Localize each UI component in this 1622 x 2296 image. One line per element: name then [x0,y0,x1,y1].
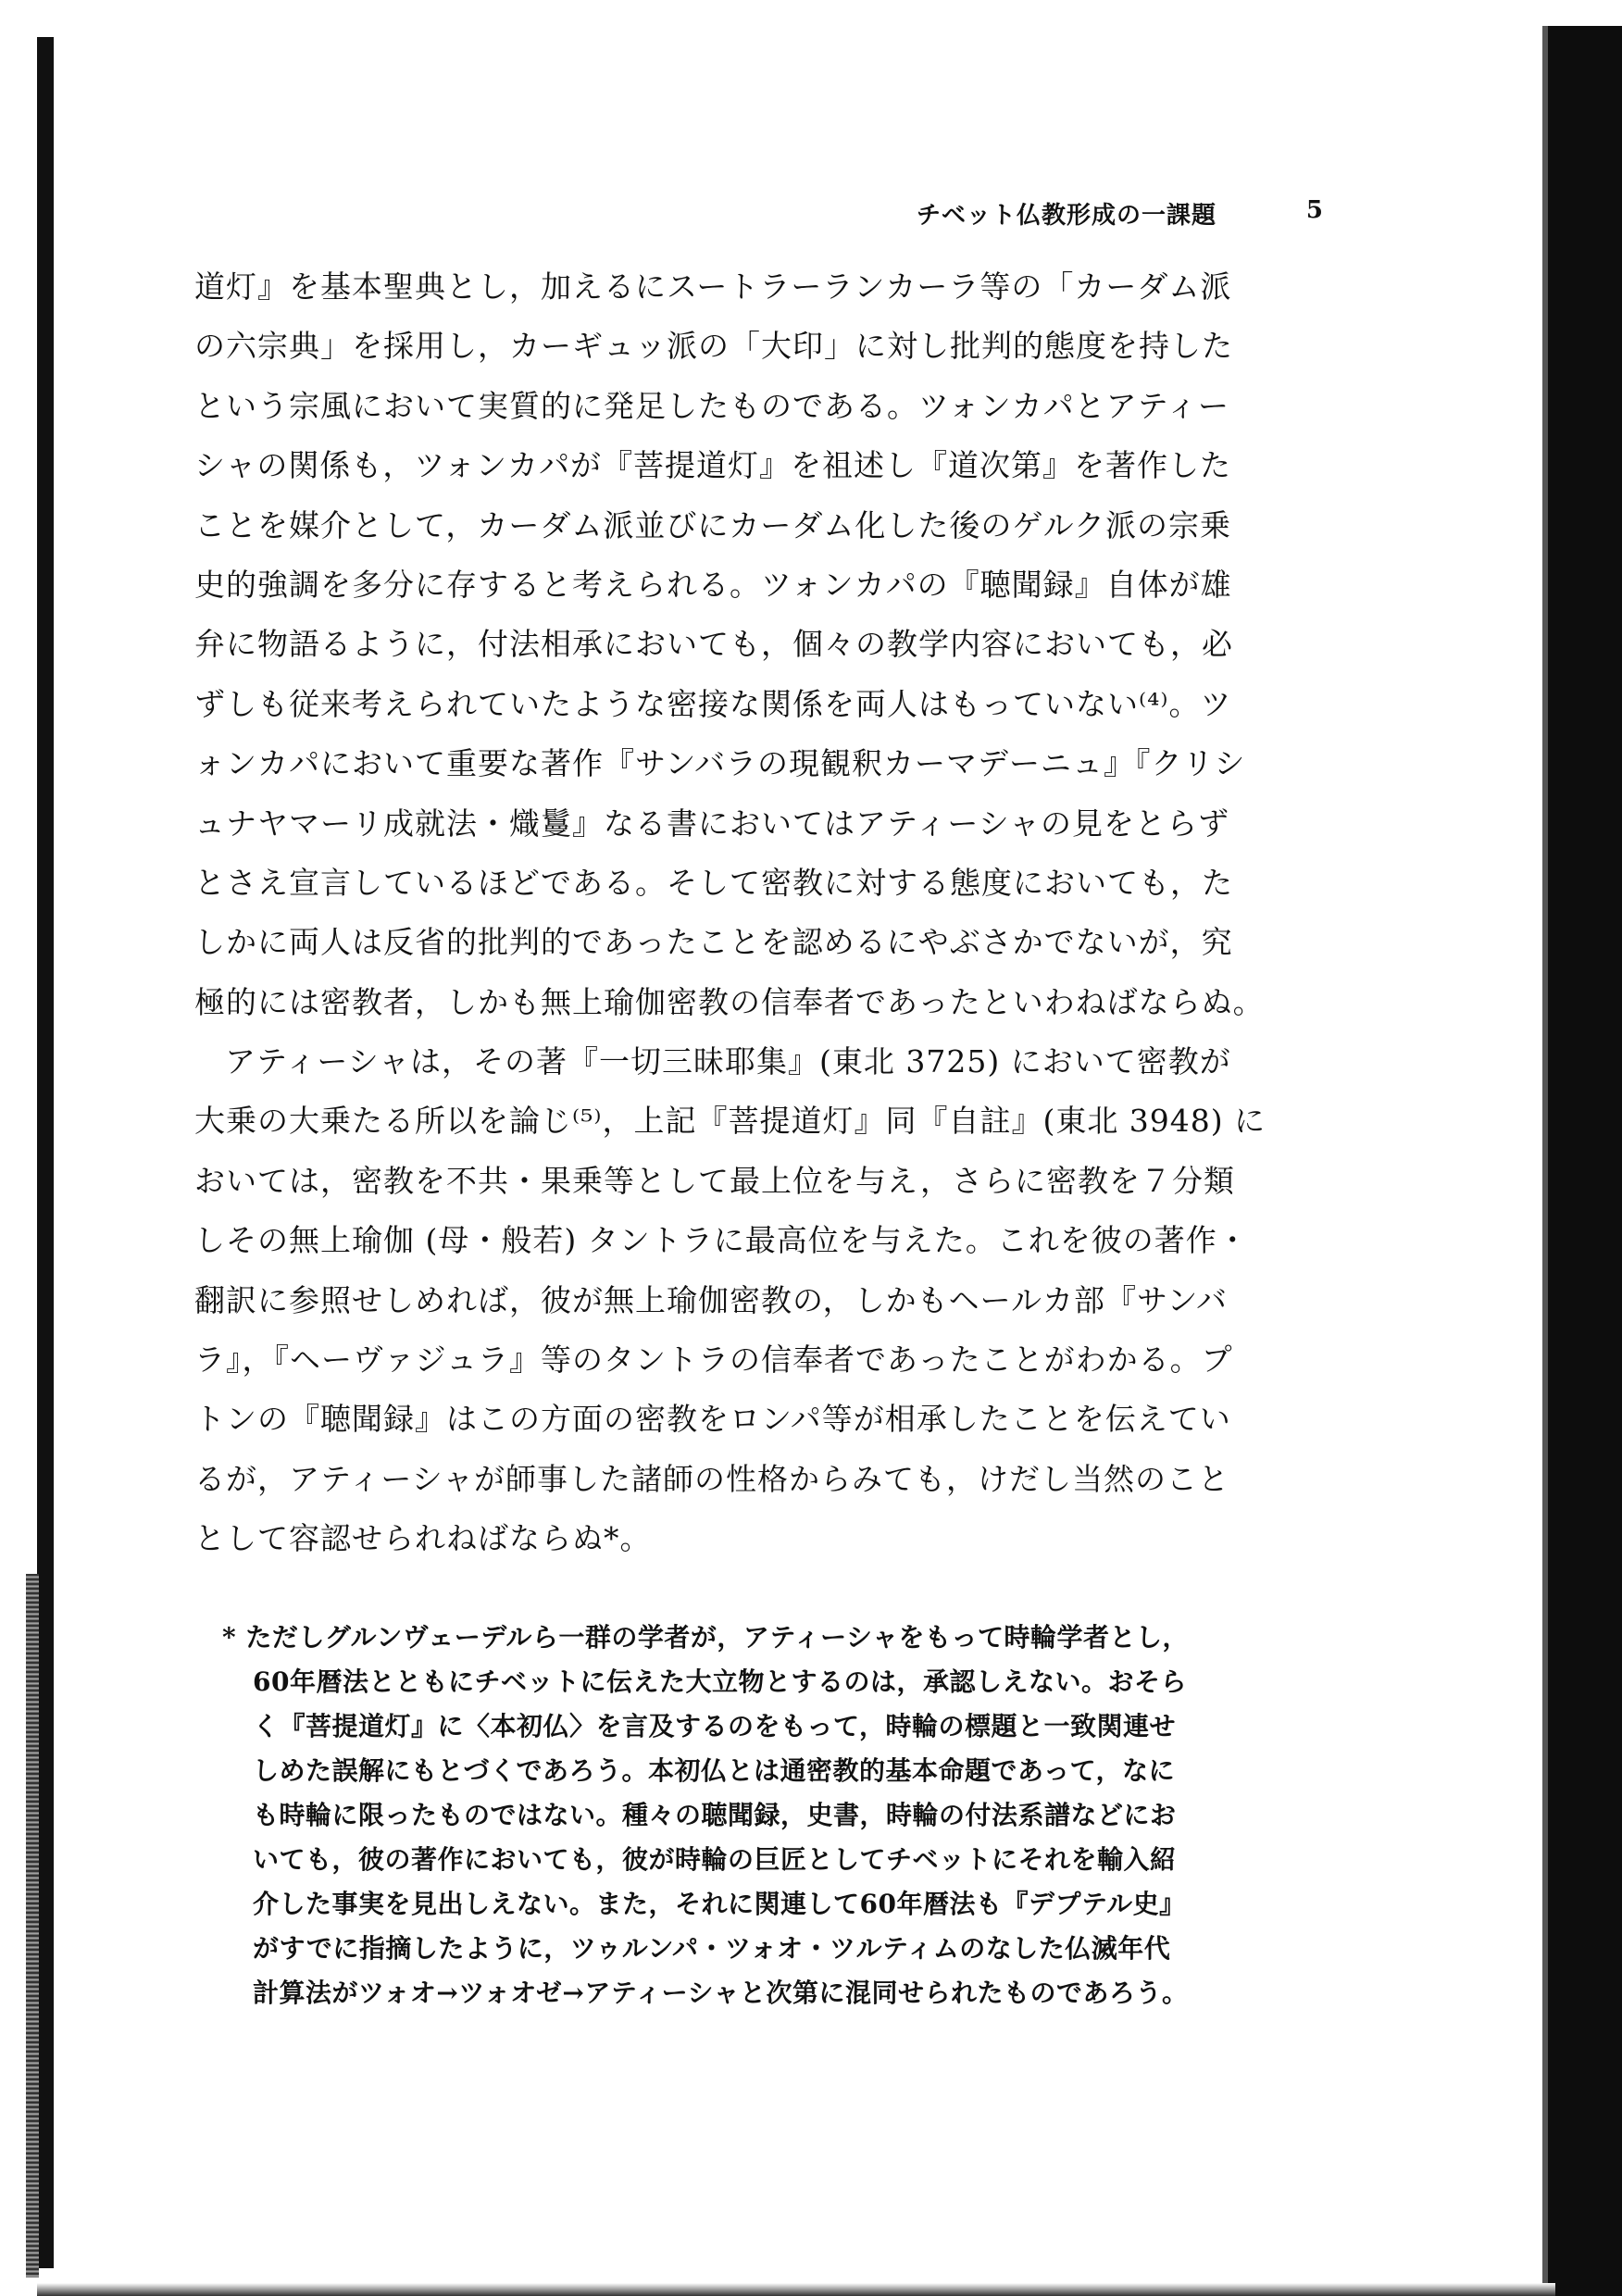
scan-border-left [37,37,54,2268]
body-line: 道灯』を基本聖典とし，加えるにスートラーランカーラ等の「カーダム派 [194,268,1232,305]
body-line: ュナヤマーリ成就法・熾鬘』なる書においてはアティーシャの見をとらず [194,805,1230,842]
footnote [222,1616,1361,2015]
body-line: シャの関係も，ツォンカパが『菩提道灯』を祖述し『道次第』を著作した [194,447,1232,484]
body-line: 弁に物語るように，付法相承においても，個々の教学内容においても，必 [194,626,1233,663]
footnote-line: しめた誤解にもとづくであろう。本初仏とは通密教的基本命題であって，なに [253,1755,1176,1786]
body-line: 大乗の大乗たる所以を論じ⁽⁵⁾，上記『菩提道灯』同『自註』(東北 3948) に [194,1103,1266,1140]
body-line: おいては，密教を不共・果乗等として最上位を与え，さらに密教を７分類 [194,1162,1235,1199]
body-line: として容認せられねばならぬ*。 [194,1520,652,1557]
footnote-line: * ただしグルンヴェーデルら一群の学者が，アティーシャをもって時輪学者とし， [222,1622,1189,1653]
body-line: という宗風において実質的に発足したものである。ツォンカパとアティー [194,387,1230,424]
body-line: ずしも従来考えられていたような密接な関係を両人はもっていない⁽⁴⁾。ツ [194,685,1232,722]
footnote-line: 60年暦法とともにチベットに伝えた大立物とするのは，承認しえない。おそら [253,1666,1187,1697]
body-line: ことを媒介として，カーダム派並びにカーダム化した後のゲルク派の宗乗 [194,506,1232,543]
page-number: 5 [1305,196,1324,224]
scan-border-bottom [37,2283,1555,2296]
running-header-title: チベット仏教形成の一課題 [917,202,1217,230]
footnote-line: がすでに指摘したように，ツゥルンパ・ツォオ・ツルティムのなした仏滅年代 [253,1933,1171,1964]
body-line: とさえ宣言しているほどである。そして密教に対する態度においても，た [194,864,1233,901]
body-line: 極的には密教者，しかも無上瑜伽密教の信奉者であったといわねばならぬ。 [194,983,1265,1020]
scan-border-left-fringe [26,1574,39,2277]
body-line: 史的強調を多分に存すると考えられる。ツォンカパの『聴聞録』自体が雄 [194,566,1232,603]
running-header [917,196,1324,233]
body-line: 翻訳に参照せしめれば，彼が無上瑜伽密教の，しかもヘールカ部『サンバ [194,1281,1229,1318]
body-line: トンの『聴聞録』はこの方面の密教をロンパ等が相承したことを伝えてい [194,1401,1231,1438]
body-line: の六宗典」を採用し，カーギュッ派の「大印」に対し批判的態度を持した [194,328,1233,365]
footnote-line: 計算法がツォオ→ツォオゼ→アティーシャと次第に混同せられたものであろう。 [253,1978,1189,2008]
footnote-line: いても，彼の著作においても，彼が時輪の巨匠としてチベットにそれを輸入紹 [253,1844,1177,1875]
body-line: ォンカパにおいて重要な著作『サンバラの現観釈カーマデーニュ』『クリシ [194,745,1246,782]
scan-border-right [1548,26,1622,2296]
body-line: ラ』，『ヘーヴァジュラ』等のタントラの信奉者であったことがわかる。プ [194,1341,1233,1379]
body-line: しかに両人は反省的批判的であったことを認めるにやぶさかでないが，究 [194,924,1233,961]
body-line: しその無上瑜伽 (母・般若) タントラに最高位を与えた。これを彼の著作・ [194,1222,1249,1259]
body-line-paragraph-start: アティーシャは，その著『一切三昧耶集』(東北 3725) において密教が [225,1043,1231,1080]
footnote-line: も時輪に限ったものではない。種々の聴聞録，史書，時輪の付法系譜などにお [253,1800,1177,1830]
footnote-line: く『菩提道灯』に〈本初仏〉を言及するのをもって，時輪の標題と一致関連せ [253,1711,1176,1741]
footnote-line: 介した事実を見出しえない。また，それに関連して60年暦法も『デプテル史』 [253,1889,1186,1919]
body-line: るが，アティーシャが師事した諸師の性格からみても，けだし当然のこと [194,1460,1230,1497]
body-text [194,257,1342,1569]
